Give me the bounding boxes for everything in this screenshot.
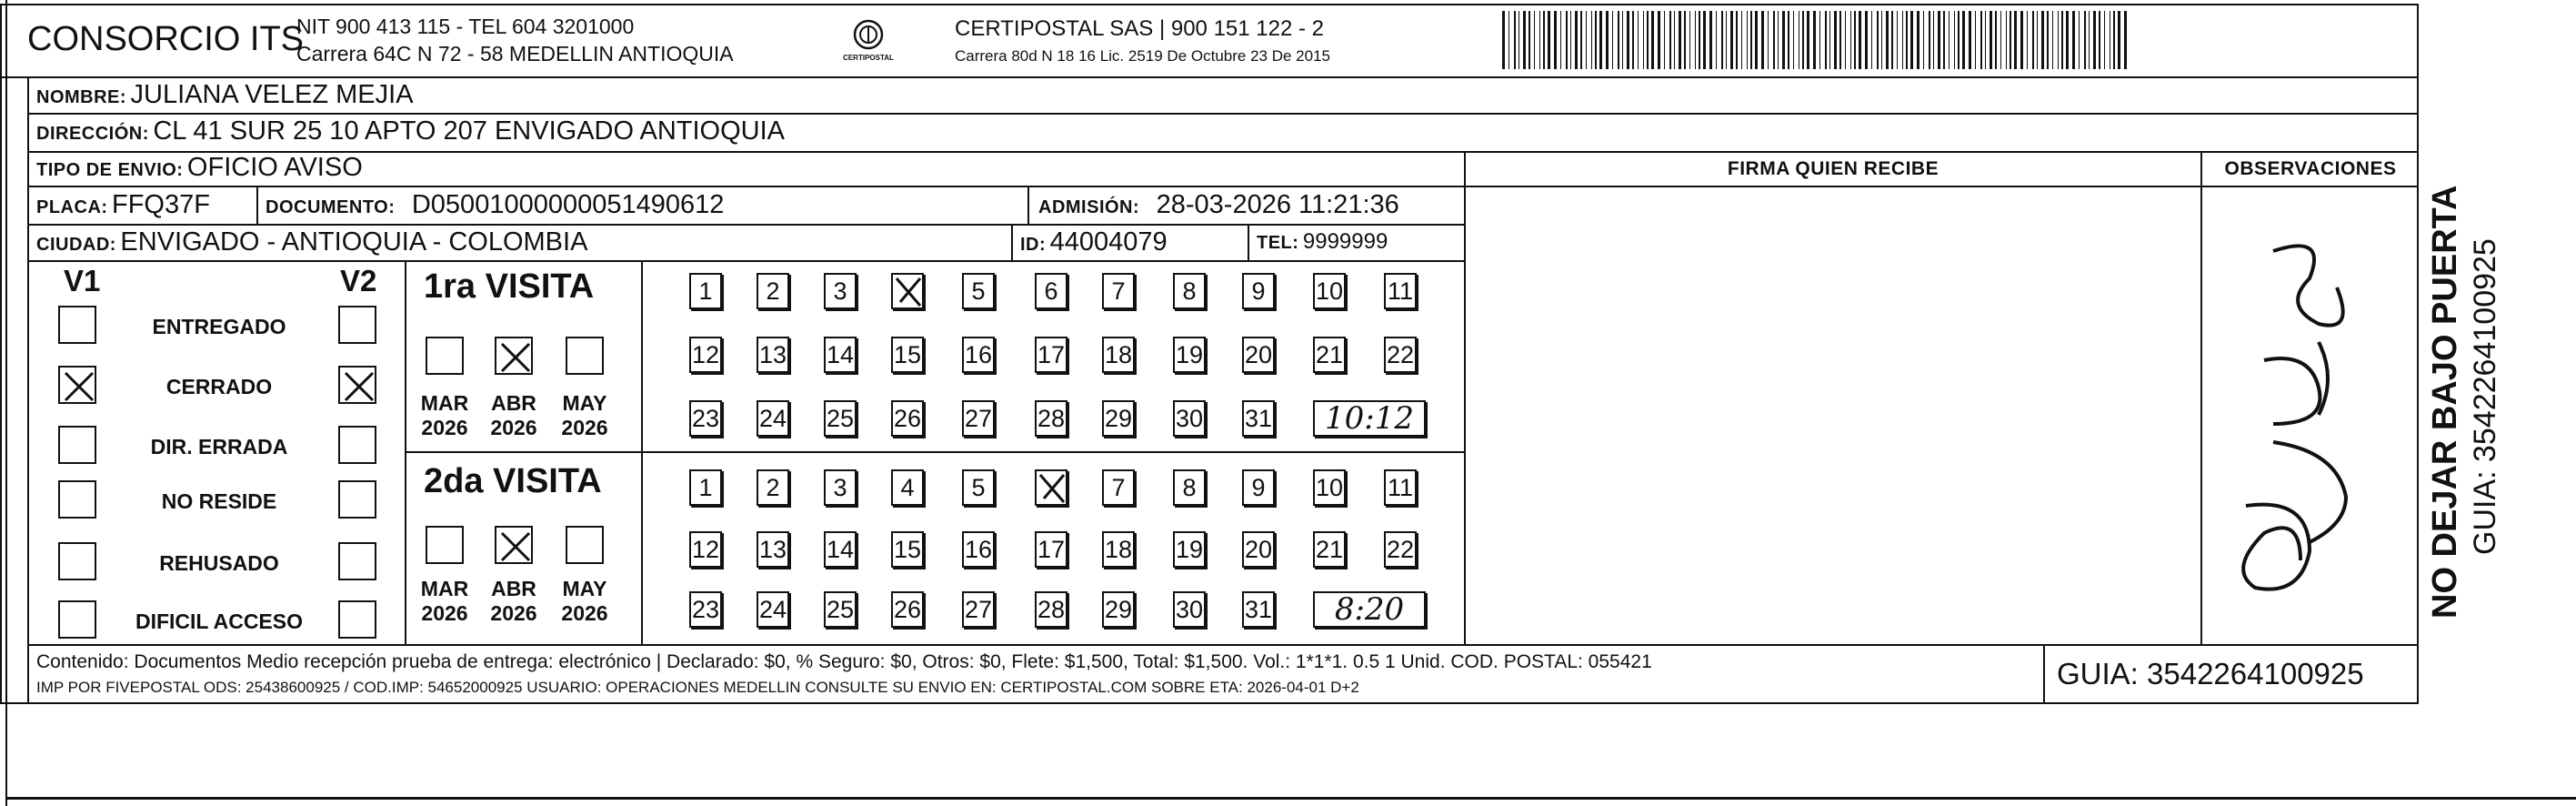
v2-checkbox[interactable] bbox=[338, 600, 376, 639]
certipostal-logo bbox=[837, 16, 900, 71]
status-option-label: DIR. ERRADA bbox=[150, 435, 288, 458]
day-cell[interactable]: 11 bbox=[1384, 273, 1417, 309]
day-cell[interactable]: 10 bbox=[1313, 469, 1346, 506]
day-cell[interactable]: 12 bbox=[689, 337, 722, 373]
day-cell[interactable]: 1 bbox=[689, 273, 722, 309]
day-cell[interactable]: 13 bbox=[757, 337, 789, 373]
day-cell[interactable]: 30 bbox=[1173, 591, 1206, 628]
month-label: ABR 2026 bbox=[490, 391, 537, 439]
id-value: 44004079 bbox=[1049, 227, 1168, 257]
rule-id bbox=[1011, 224, 1013, 260]
day-cell[interactable]: 5 bbox=[962, 273, 995, 309]
day-cell[interactable]: 18 bbox=[1102, 531, 1135, 568]
month-checkbox[interactable] bbox=[495, 337, 533, 375]
month-checkbox[interactable] bbox=[426, 337, 464, 375]
day-cell[interactable]: 28 bbox=[1035, 591, 1067, 628]
company-address: Carrera 64C N 72 - 58 MEDELLIN ANTIOQUIA bbox=[296, 42, 734, 65]
day-cell[interactable]: 21 bbox=[1313, 531, 1346, 568]
footer-imp: IMP POR FIVEPOSTAL ODS: 25438600925 / COD.IMP: 54652000925 USUARIO: OPERACIONES MEDELLIN CONSULTE SU ENVIO EN: CERTIPOSTAL.COM SOBRE ETA: 2026-04-01 D+2 bbox=[36, 679, 1359, 696]
day-cell[interactable]: 25 bbox=[824, 400, 857, 437]
day-cell[interactable]: 3 bbox=[824, 469, 857, 506]
month-label: MAR 2026 bbox=[420, 391, 469, 439]
courier-name: CERTIPOSTAL SAS | 900 151 122 - 2 bbox=[955, 16, 1324, 41]
rule-nombre bbox=[27, 113, 2419, 115]
day-cell[interactable]: 31 bbox=[1242, 591, 1275, 628]
rule-header bbox=[0, 76, 2419, 78]
v1-checkbox[interactable] bbox=[58, 366, 96, 404]
v1-label: V1 bbox=[64, 264, 101, 297]
nombre-row bbox=[36, 80, 414, 110]
footer-contenido: Contenido: Documentos Medio recepción prueba de entrega: electrónico | Declarado: $0, % Seguro: $0, Otros: $0, Flete: $1,500, Total: $1,500. Vol.: 1*1*1. 0.5 1 Unid. COD. POSTAL: 055421 bbox=[36, 651, 1652, 672]
firma-header: FIRMA QUIEN RECIBE bbox=[1727, 158, 1940, 179]
day-cell[interactable]: 21 bbox=[1313, 337, 1346, 373]
direccion-label: DIRECCIÓN: bbox=[36, 124, 149, 144]
tel-value: 9999999 bbox=[1302, 229, 1388, 254]
day-cell[interactable] bbox=[1035, 469, 1067, 506]
tipo-value: OFICIO AVISO bbox=[186, 153, 363, 182]
day-cell[interactable]: 28 bbox=[1035, 400, 1067, 437]
day-cell[interactable]: 16 bbox=[962, 531, 995, 568]
day-cell[interactable]: 22 bbox=[1384, 531, 1417, 568]
direccion-row bbox=[36, 116, 785, 146]
day-cell[interactable]: 14 bbox=[824, 531, 857, 568]
day-cell[interactable]: 14 bbox=[824, 337, 857, 373]
day-cell[interactable]: 29 bbox=[1102, 591, 1135, 628]
direccion-value: CL 41 SUR 25 10 APTO 207 ENVIGADO ANTIOQUIA bbox=[153, 116, 786, 146]
placa-value: FFQ37F bbox=[112, 190, 210, 219]
side-guia: GUIA: 3542264100925 bbox=[2468, 238, 2502, 555]
day-cell[interactable]: 13 bbox=[757, 531, 789, 568]
v1-checkbox[interactable] bbox=[58, 480, 96, 519]
v2-checkbox[interactable] bbox=[338, 366, 376, 404]
day-cell[interactable]: 3 bbox=[824, 273, 857, 309]
day-cell[interactable]: 20 bbox=[1242, 531, 1275, 568]
rule-guia-footer bbox=[2043, 644, 2045, 704]
id-row bbox=[1020, 227, 1168, 257]
company-name: CONSORCIO ITS bbox=[27, 20, 305, 58]
day-cell[interactable]: 23 bbox=[689, 400, 722, 437]
day-cell[interactable]: 17 bbox=[1035, 531, 1067, 568]
day-cell[interactable]: 18 bbox=[1102, 337, 1135, 373]
visit-time-box[interactable]: 10:12 bbox=[1313, 400, 1426, 437]
month-label: ABR 2026 bbox=[490, 577, 537, 625]
rule-documento bbox=[256, 186, 258, 224]
day-cell[interactable]: 4 bbox=[891, 469, 924, 506]
day-cell[interactable] bbox=[891, 273, 924, 309]
tel-label: TEL: bbox=[1257, 233, 1299, 253]
footer-guia: GUIA: 3542264100925 bbox=[2057, 657, 2364, 690]
day-cell[interactable]: 19 bbox=[1173, 531, 1206, 568]
ciudad-label: CIUDAD: bbox=[36, 235, 116, 255]
rule-direccion bbox=[27, 151, 2419, 153]
id-label: ID: bbox=[1020, 235, 1047, 255]
day-cell[interactable]: 8 bbox=[1173, 469, 1206, 506]
placa-label: PLACA: bbox=[36, 197, 108, 217]
day-cell[interactable]: 26 bbox=[891, 400, 924, 437]
tipo-row bbox=[36, 153, 363, 183]
company-nit: NIT 900 413 115 - TEL 604 3201000 bbox=[296, 15, 635, 38]
day-cell[interactable]: 7 bbox=[1102, 273, 1135, 309]
visit-time-box[interactable]: 8:20 bbox=[1313, 591, 1426, 628]
v2-checkbox[interactable] bbox=[338, 542, 376, 580]
observaciones-header: OBSERVACIONES bbox=[2224, 158, 2397, 179]
month-checkbox[interactable] bbox=[495, 526, 533, 564]
rule-tel bbox=[1248, 224, 1249, 260]
month-checkbox[interactable] bbox=[566, 526, 604, 564]
day-cell[interactable]: 9 bbox=[1242, 273, 1275, 309]
day-cell[interactable]: 31 bbox=[1242, 400, 1275, 437]
rule-months-days bbox=[641, 260, 643, 644]
day-cell[interactable]: 2 bbox=[757, 273, 789, 309]
day-cell[interactable]: 27 bbox=[962, 400, 995, 437]
barcode bbox=[1502, 11, 2130, 69]
documento-value: D05001000000051490612 bbox=[411, 190, 725, 219]
day-cell[interactable]: 12 bbox=[689, 531, 722, 568]
day-cell[interactable]: 16 bbox=[962, 337, 995, 373]
nombre-value: JULIANA VELEZ MEJIA bbox=[130, 80, 414, 109]
second-visit-label: 2da VISITA bbox=[424, 462, 602, 500]
day-cell[interactable]: 22 bbox=[1384, 337, 1417, 373]
side-no-dejar: NO DEJAR BAJO PUERTA bbox=[2426, 185, 2464, 619]
tipo-label: TIPO DE ENVIO: bbox=[36, 160, 184, 180]
rule-signature-left bbox=[1464, 151, 1466, 644]
page-bottom-edge bbox=[5, 797, 2576, 800]
admision-label: ADMISIÓN: bbox=[1038, 197, 1140, 217]
day-cell[interactable]: 19 bbox=[1173, 337, 1206, 373]
month-checkbox[interactable] bbox=[426, 526, 464, 564]
admision-row bbox=[1038, 190, 1399, 220]
status-option-label: CERRADO bbox=[165, 375, 273, 398]
day-cell[interactable]: 30 bbox=[1173, 400, 1206, 437]
day-cell[interactable]: 23 bbox=[689, 591, 722, 628]
day-cell[interactable]: 25 bbox=[824, 591, 857, 628]
day-cell[interactable]: 10 bbox=[1313, 273, 1346, 309]
day-cell[interactable]: 9 bbox=[1242, 469, 1275, 506]
day-cell[interactable]: 26 bbox=[891, 591, 924, 628]
day-cell[interactable]: 20 bbox=[1242, 337, 1275, 373]
day-cell[interactable]: 2 bbox=[757, 469, 789, 506]
v2-checkbox[interactable] bbox=[338, 306, 376, 344]
day-cell[interactable]: 27 bbox=[962, 591, 995, 628]
page-left-edge bbox=[5, 0, 7, 806]
placa-row bbox=[36, 190, 210, 220]
v1-checkbox[interactable] bbox=[58, 426, 96, 464]
rule-ciudad bbox=[27, 260, 1464, 262]
ciudad-row bbox=[36, 227, 587, 257]
rule-status-visits bbox=[405, 260, 406, 644]
day-cell[interactable]: 6 bbox=[1035, 273, 1067, 309]
rule-admision bbox=[1027, 186, 1029, 224]
day-cell[interactable]: 7 bbox=[1102, 469, 1135, 506]
rule-visit-split bbox=[405, 451, 1464, 453]
documento-label: DOCUMENTO: bbox=[266, 197, 396, 217]
v2-label: V2 bbox=[340, 264, 377, 297]
rule-left-inner bbox=[27, 76, 29, 704]
v1-checkbox[interactable] bbox=[58, 306, 96, 344]
month-label: MAY 2026 bbox=[561, 577, 608, 625]
day-cell[interactable]: 11 bbox=[1384, 469, 1417, 506]
v2-checkbox[interactable] bbox=[338, 426, 376, 464]
day-cell[interactable]: 24 bbox=[757, 400, 789, 437]
tel-row bbox=[1257, 229, 1388, 255]
day-cell[interactable]: 29 bbox=[1102, 400, 1135, 437]
logo-lettering: CERTIPOSTAL bbox=[843, 54, 894, 62]
month-label: MAY 2026 bbox=[561, 391, 608, 439]
month-label: MAR 2026 bbox=[420, 577, 469, 625]
status-option-label: NO RESIDE bbox=[161, 489, 277, 513]
rule-obs-left bbox=[2200, 151, 2202, 644]
handwritten-signature bbox=[2210, 196, 2410, 633]
v1-checkbox[interactable] bbox=[58, 542, 96, 580]
admision-value: 28-03-2026 11:21:36 bbox=[1156, 190, 1399, 219]
day-cell[interactable]: 15 bbox=[891, 337, 924, 373]
rule-tipo bbox=[27, 186, 2419, 187]
documento-row bbox=[266, 190, 724, 220]
rule-footer bbox=[27, 644, 2419, 646]
day-cell[interactable]: 1 bbox=[689, 469, 722, 506]
day-cell[interactable]: 17 bbox=[1035, 337, 1067, 373]
v1-checkbox[interactable] bbox=[58, 600, 96, 639]
day-cell[interactable]: 15 bbox=[891, 531, 924, 568]
courier-license: Carrera 80d N 18 16 Lic. 2519 De Octubre 23 De 2015 bbox=[955, 47, 1330, 65]
first-visit-label: 1ra VISITA bbox=[424, 267, 595, 306]
status-option-label: REHUSADO bbox=[159, 551, 279, 575]
month-checkbox[interactable] bbox=[566, 337, 604, 375]
status-option-label: DIFICIL ACCESO bbox=[135, 610, 303, 633]
v2-checkbox[interactable] bbox=[338, 480, 376, 519]
day-cell[interactable]: 5 bbox=[962, 469, 995, 506]
day-cell[interactable]: 8 bbox=[1173, 273, 1206, 309]
day-cell[interactable]: 24 bbox=[757, 591, 789, 628]
nombre-label: NOMBRE: bbox=[36, 87, 127, 107]
ciudad-value: ENVIGADO - ANTIOQUIA - COLOMBIA bbox=[120, 227, 588, 257]
status-option-label: ENTREGADO bbox=[152, 315, 286, 338]
